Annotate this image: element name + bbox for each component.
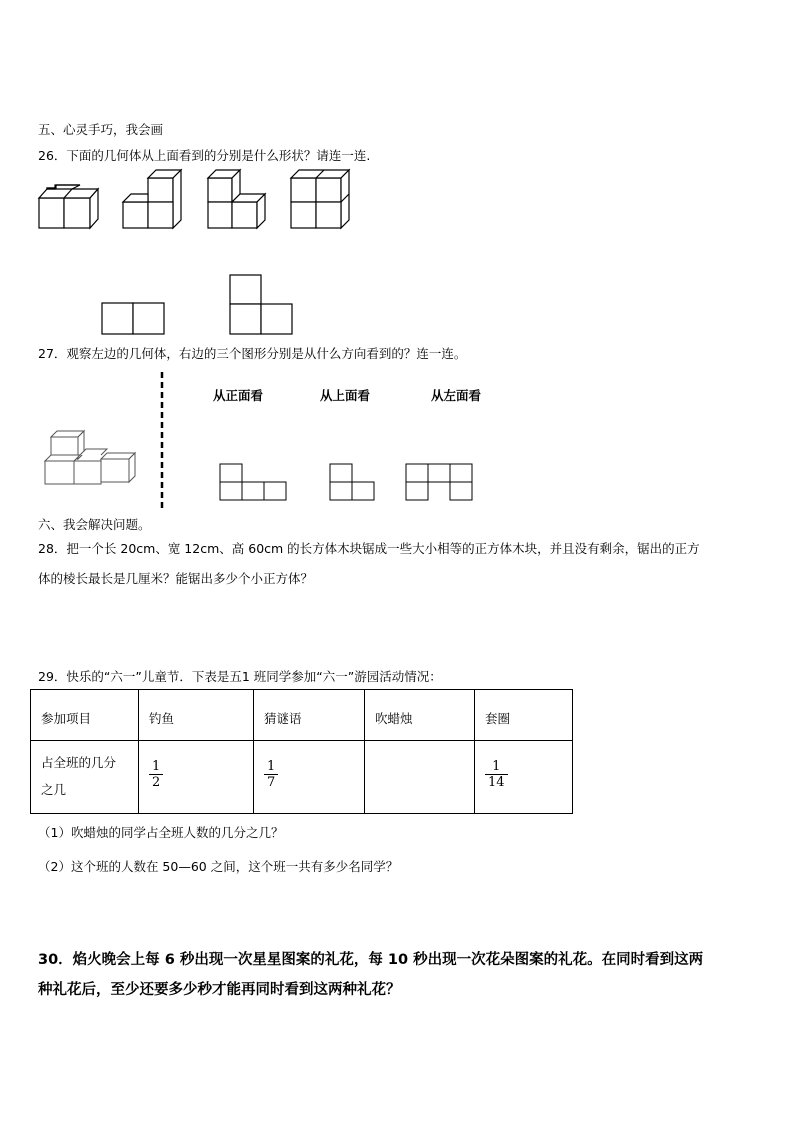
fraction-cell bbox=[139, 741, 254, 814]
fraction bbox=[264, 759, 278, 790]
question-29-sub-2: （2）这个班的人数在 50—60 之间，这个班一共有多少名同学？ bbox=[38, 859, 399, 874]
question-28-line-1: 28．把一个长 20cm、宽 12cm、高 60cm 的长方体木块锯成一些大小相等的正方体木块，并且没有剩余，锯出的正方 bbox=[38, 541, 700, 556]
question-28-line-2: 体的棱长最长是几厘米？能锯出多少个小正方体？ bbox=[38, 571, 314, 586]
fraction-numerator: 1 bbox=[492, 759, 501, 774]
label-left-view: 从左面看 bbox=[431, 388, 482, 403]
question-30-line-2: 种礼花后，至少还要多少秒才能再同时看到这两种礼花？ bbox=[38, 982, 401, 998]
q27-view-front bbox=[220, 464, 286, 500]
activity-table bbox=[30, 689, 573, 814]
question-30-line-1: 30．焰火晚会上每 6 秒出现一次星星图案的礼花，每 10 秒出现一次花朵图案的礼花。在同时看到这两 bbox=[38, 952, 704, 968]
table-header-cell: 吹蜡烛 bbox=[365, 690, 475, 741]
q27-view-top bbox=[330, 464, 374, 500]
table-row-label bbox=[31, 741, 139, 814]
section-6-heading: 六、我会解决问题。 bbox=[38, 517, 151, 532]
section-5-heading: 五、心灵手巧，我会画 bbox=[38, 122, 164, 137]
table-row bbox=[31, 741, 573, 814]
label-front-view: 从正面看 bbox=[213, 388, 264, 403]
table-header-cell: 钓鱼 bbox=[139, 690, 254, 741]
fraction-cell bbox=[254, 741, 365, 814]
question-27-text: 27．观察左边的几何体，右边的三个图形分别是从什么方向看到的？连一连。 bbox=[38, 346, 467, 361]
q27-solid bbox=[45, 431, 135, 484]
question-29-sub-1: （1）吹蜡烛的同学占全班人数的几分之几？ bbox=[38, 825, 284, 840]
table-header-cell: 套圈 bbox=[475, 690, 573, 741]
fraction-denominator: 2 bbox=[149, 774, 163, 790]
table-header-cell: 参加项目 bbox=[31, 690, 139, 741]
q27-figure bbox=[0, 0, 794, 520]
table-header-row bbox=[31, 690, 573, 741]
fraction bbox=[149, 759, 163, 790]
table-header-cell: 猜谜语 bbox=[254, 690, 365, 741]
fraction-cell bbox=[475, 741, 573, 814]
fraction-numerator: 1 bbox=[267, 759, 276, 774]
label-top-view: 从上面看 bbox=[320, 388, 371, 403]
fraction-numerator: 1 bbox=[152, 759, 161, 774]
q27-view-left bbox=[406, 464, 472, 500]
question-29-text: 29．快乐的“六一”儿童节．下表是五1 班同学参加“六一”游园活动情况： bbox=[38, 669, 442, 684]
fraction bbox=[485, 759, 508, 790]
question-26-text: 26．下面的几何体从上面看到的分别是什么形状？请连一连. bbox=[38, 148, 371, 163]
fraction-denominator: 14 bbox=[485, 774, 508, 790]
fraction-denominator: 7 bbox=[264, 774, 278, 790]
fraction-cell-empty bbox=[365, 741, 475, 814]
row-label-text: 占全班的几分之几 bbox=[41, 755, 117, 797]
